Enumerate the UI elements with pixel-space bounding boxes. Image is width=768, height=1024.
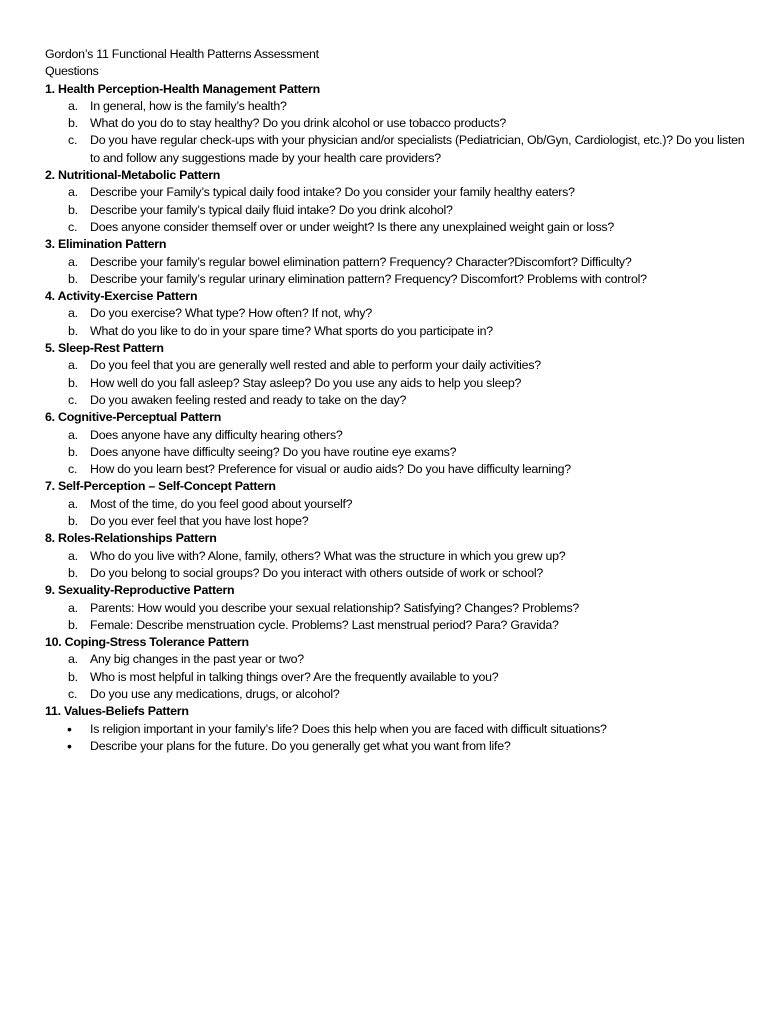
question-text: What do you like to do in your spare time? What sports do you participate in? bbox=[90, 323, 493, 338]
question-text: Describe your plans for the future. Do you generally get what you want from life? bbox=[90, 738, 511, 753]
item-letter-marker: a. bbox=[68, 254, 78, 269]
question-item bbox=[45, 184, 745, 201]
question-item bbox=[45, 219, 745, 236]
item-letter-marker: c. bbox=[68, 686, 78, 701]
question-text: Does anyone have any difficulty hearing others? bbox=[90, 427, 343, 442]
question-item bbox=[45, 651, 745, 668]
section bbox=[45, 409, 745, 478]
question-list bbox=[45, 357, 745, 409]
question-text: Describe your family’s regular bowel elimination pattern? Frequency? Character?Discomfort? Difficulty? bbox=[90, 254, 632, 269]
question-item bbox=[45, 98, 745, 115]
question-text: Do you belong to social groups? Do you interact with others outside of work or school? bbox=[90, 565, 544, 580]
question-item bbox=[45, 357, 745, 374]
question-item bbox=[45, 513, 745, 530]
question-item bbox=[45, 115, 745, 132]
item-letter-marker: c. bbox=[68, 219, 78, 234]
section bbox=[45, 81, 745, 167]
question-text: Does anyone have difficulty seeing? Do you have routine eye exams? bbox=[90, 444, 457, 459]
question-list bbox=[45, 184, 745, 236]
question-text: Do you have regular check-ups with your physician and/or specialists (Pediatrician, Ob/Gyn, Cardiologist, etc.)? Do you listen to and follow any suggestions made by your health care providers? bbox=[90, 133, 745, 165]
question-list bbox=[45, 600, 745, 635]
item-letter-marker: b. bbox=[68, 617, 78, 632]
document-title: Gordon’s 11 Functional Health Patterns Assessment bbox=[45, 47, 319, 61]
section-heading: 7. Self-Perception – Self-Concept Pattern bbox=[45, 479, 276, 494]
question-item bbox=[45, 548, 745, 565]
section bbox=[45, 288, 745, 340]
question-item bbox=[45, 565, 745, 582]
question-text: How do you learn best? Preference for visual or audio aids? Do you have difficulty learning? bbox=[90, 462, 571, 477]
question-list bbox=[45, 305, 745, 340]
section bbox=[45, 703, 745, 755]
question-text: Female: Describe menstruation cycle. Problems? Last menstrual period? Para? Gravida? bbox=[90, 617, 559, 632]
question-text: Describe your Family’s typical daily food intake? Do you consider your family healthy eaters? bbox=[90, 185, 575, 200]
item-letter-marker: c. bbox=[68, 462, 78, 477]
question-item bbox=[45, 461, 745, 478]
item-letter-marker: b. bbox=[68, 271, 78, 286]
question-text: Do you awaken feeling rested and ready to take on the day? bbox=[90, 392, 407, 407]
question-item bbox=[45, 738, 745, 755]
section-heading: 11. Values-Beliefs Pattern bbox=[45, 704, 189, 719]
item-letter-marker: b. bbox=[68, 444, 78, 459]
section bbox=[45, 236, 745, 288]
section-heading: 5. Sleep-Rest Pattern bbox=[45, 341, 164, 356]
question-list bbox=[45, 496, 745, 531]
item-letter-marker: b. bbox=[68, 375, 78, 390]
question-item bbox=[45, 617, 745, 634]
question-list bbox=[45, 548, 745, 583]
question-text: Describe your family’s typical daily fluid intake? Do you drink alcohol? bbox=[90, 202, 453, 217]
sections-container bbox=[45, 81, 745, 756]
question-item bbox=[45, 271, 745, 288]
question-item bbox=[45, 375, 745, 392]
section bbox=[45, 478, 745, 530]
item-letter-marker: a. bbox=[68, 358, 78, 373]
question-list bbox=[45, 98, 745, 167]
section-heading: 4. Activity-Exercise Pattern bbox=[45, 289, 198, 304]
question-item bbox=[45, 392, 745, 409]
section-heading: 10. Coping-Stress Tolerance Pattern bbox=[45, 635, 249, 650]
item-letter-marker: a. bbox=[68, 427, 78, 442]
question-text: Do you use any medications, drugs, or alcohol? bbox=[90, 686, 340, 701]
question-item bbox=[45, 323, 745, 340]
item-letter-marker: a. bbox=[68, 306, 78, 321]
question-item bbox=[45, 132, 745, 167]
item-letter-marker: c. bbox=[68, 392, 78, 407]
question-text: What do you do to stay healthy? Do you drink alcohol or use tobacco products? bbox=[90, 116, 507, 131]
section bbox=[45, 167, 745, 236]
question-item bbox=[45, 444, 745, 461]
question-list bbox=[45, 651, 745, 703]
item-letter-marker: a. bbox=[68, 185, 78, 200]
section-heading: 8. Roles-Relationships Pattern bbox=[45, 531, 217, 546]
section-heading: 6. Cognitive-Perceptual Pattern bbox=[45, 410, 222, 425]
section-heading: 1. Health Perception-Health Management Pattern bbox=[45, 81, 320, 96]
section bbox=[45, 340, 745, 409]
question-item bbox=[45, 600, 745, 617]
question-item bbox=[45, 496, 745, 513]
question-item bbox=[45, 254, 745, 271]
question-list bbox=[45, 254, 745, 289]
bullet-marker: • bbox=[67, 720, 72, 737]
document-page bbox=[45, 46, 745, 755]
section-heading: 9. Sexuality-Reproductive Pattern bbox=[45, 583, 235, 598]
question-text: In general, how is the family’s health? bbox=[90, 98, 287, 113]
question-item bbox=[45, 202, 745, 219]
question-text: Who do you live with? Alone, family, others? What was the structure in which you grew up? bbox=[90, 548, 566, 563]
item-letter-marker: c. bbox=[68, 133, 78, 148]
question-text: Any big changes in the past year or two? bbox=[90, 652, 304, 667]
question-item bbox=[45, 669, 745, 686]
item-letter-marker: b. bbox=[68, 514, 78, 529]
item-letter-marker: a. bbox=[68, 548, 78, 563]
section-heading: 3. Elimination Pattern bbox=[45, 237, 167, 252]
question-text: Is religion important in your family’s life? Does this help when you are faced with difficult situations? bbox=[90, 721, 607, 736]
question-item bbox=[45, 686, 745, 703]
question-text: Who is most helpful in talking things over? Are the frequently available to you? bbox=[90, 669, 499, 684]
question-text: Does anyone consider themself over or under weight? Is there any unexplained weight gain or loss? bbox=[90, 219, 615, 234]
question-item bbox=[45, 427, 745, 444]
question-item bbox=[45, 721, 745, 738]
question-list bbox=[45, 427, 745, 479]
question-text: Describe your family’s regular urinary elimination pattern? Frequency? Discomfort? Problems with control? bbox=[90, 271, 647, 286]
bullet-marker: • bbox=[67, 737, 72, 754]
document-subtitle: Questions bbox=[45, 64, 99, 79]
question-text: Do you ever feel that you have lost hope? bbox=[90, 514, 309, 529]
question-text: Do you feel that you are generally well rested and able to perform your daily activities? bbox=[90, 358, 541, 373]
question-text: How well do you fall asleep? Stay asleep? Do you use any aids to help you sleep? bbox=[90, 375, 522, 390]
section bbox=[45, 582, 745, 634]
item-letter-marker: b. bbox=[68, 202, 78, 217]
item-letter-marker: a. bbox=[68, 98, 78, 113]
section bbox=[45, 634, 745, 703]
question-list bbox=[45, 721, 745, 756]
question-text: Parents: How would you describe your sexual relationship? Satisfying? Changes? Problems? bbox=[90, 600, 580, 615]
item-letter-marker: b. bbox=[68, 669, 78, 684]
section bbox=[45, 530, 745, 582]
item-letter-marker: a. bbox=[68, 600, 78, 615]
section-heading: 2. Nutritional-Metabolic Pattern bbox=[45, 168, 221, 183]
item-letter-marker: a. bbox=[68, 496, 78, 511]
question-text: Do you exercise? What type? How often? If not, why? bbox=[90, 306, 373, 321]
question-item bbox=[45, 305, 745, 322]
item-letter-marker: a. bbox=[68, 652, 78, 667]
item-letter-marker: b. bbox=[68, 323, 78, 338]
question-text: Most of the time, do you feel good about yourself? bbox=[90, 496, 353, 511]
item-letter-marker: b. bbox=[68, 116, 78, 131]
item-letter-marker: b. bbox=[68, 565, 78, 580]
